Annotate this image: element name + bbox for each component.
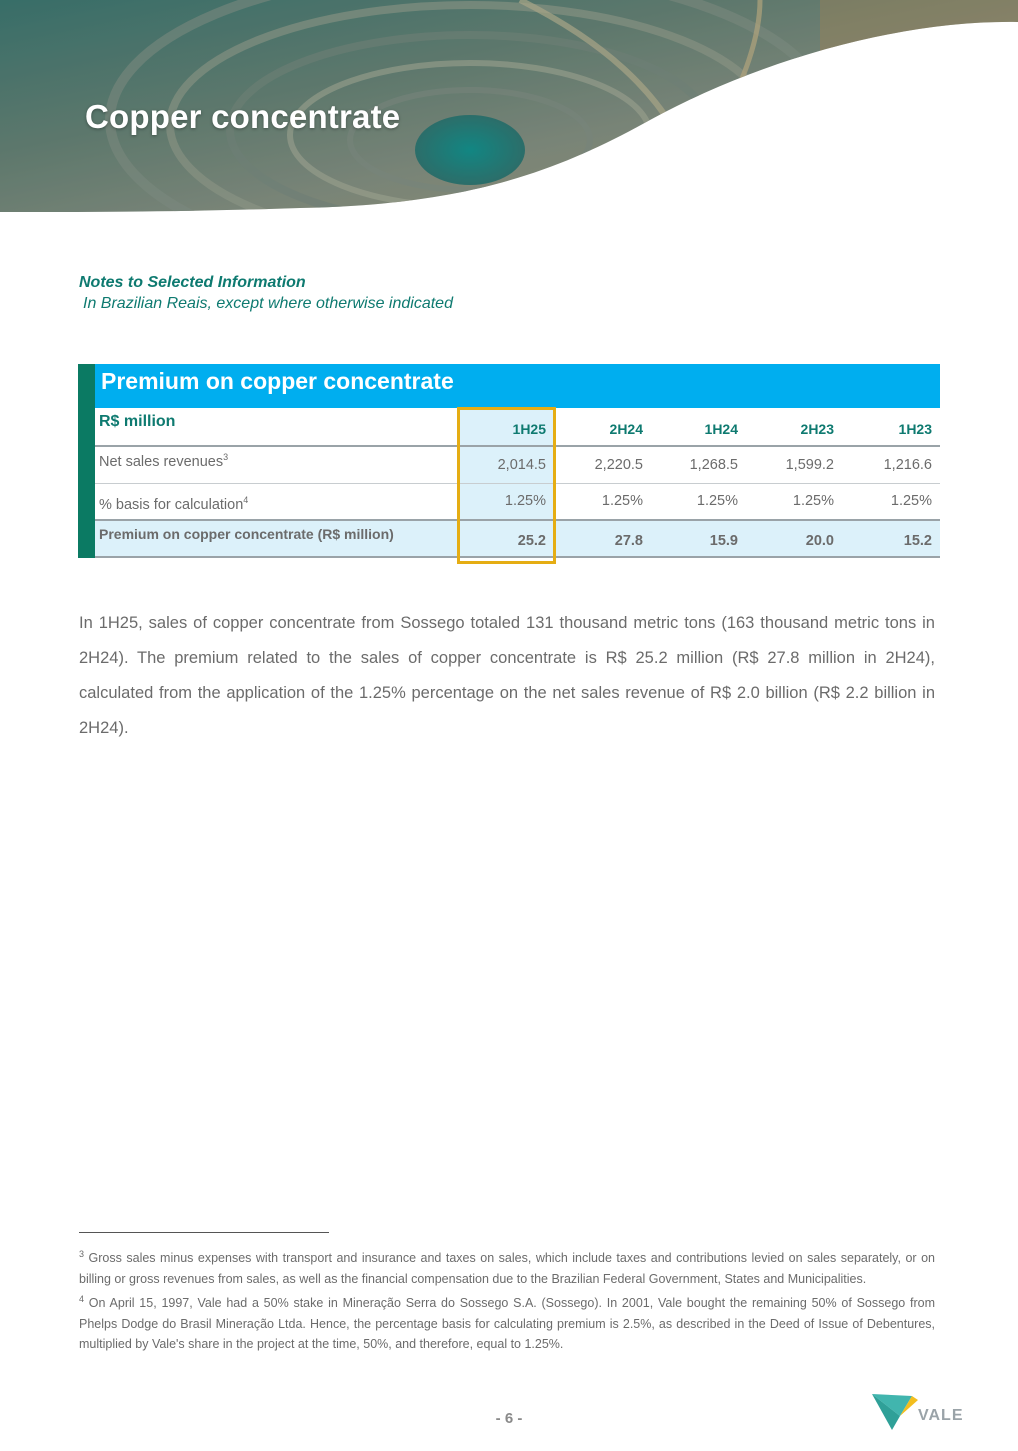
table-row — [95, 446, 940, 483]
table-header-row — [95, 408, 940, 446]
column-header: 1H25 — [457, 408, 554, 446]
footnote-text: On April 15, 1997, Vale had a 50% stake in Mineração Serra do Sossego S.A. (Sossego). In 2001, Vale bought the remaining 50% of Sossego from Phelps Dodge do Brasil Mineração Ltda. Hence, the percentage basis for calculating premium is 2.5%, as described in the Deed of Issue of Debentures, multiplied by Vale's share in the project at the time, 50%, and therefore, equal to 1.25%. — [79, 1296, 935, 1352]
footnote — [79, 1244, 935, 1289]
page-number: - 6 - — [495, 1410, 523, 1427]
row-header-label: R$ million — [99, 413, 176, 430]
table-cell: 1.25% — [890, 493, 932, 510]
table-cell: 1,268.5 — [689, 456, 738, 473]
footnote-mark: 4 — [243, 495, 249, 506]
table-cell: 20.0 — [805, 532, 834, 549]
column-header: 1H23 — [898, 421, 932, 437]
row-label — [95, 483, 457, 520]
vale-logo-text: VALE — [918, 1407, 964, 1424]
table-total-row — [95, 520, 940, 557]
footnote — [79, 1289, 935, 1355]
table-cell: 25.2 — [517, 532, 546, 549]
table-cell: 1.25% — [696, 493, 738, 510]
notes-heading: Notes to Selected Information — [79, 274, 306, 291]
column-header: 2H23 — [800, 421, 834, 437]
table-side-bar — [78, 364, 95, 558]
table-title: Premium on copper concentrate — [101, 368, 454, 394]
table-cell: 1,216.6 — [883, 456, 932, 473]
column-header: 1H24 — [704, 421, 738, 437]
footnote-divider — [79, 1232, 329, 1233]
notes-subheading: In Brazilian Reais, except where otherwise indicated — [83, 295, 453, 312]
premium-table — [95, 408, 940, 558]
table-cell: 27.8 — [614, 532, 643, 549]
row-label-text: Net sales revenues — [99, 453, 224, 470]
header-banner — [0, 0, 1018, 215]
column-header: 2H24 — [609, 421, 643, 437]
row-label-text: Premium on copper concentrate (R$ million) — [99, 526, 394, 542]
table-cell: 1.25% — [601, 493, 643, 510]
premium-table-block — [78, 364, 940, 558]
footnote-text: Gross sales minus expenses with transport and insurance and taxes on sales, which include taxes and contributions levied on sales separately, or on billing or gross revenues from sales, as well as the financial compensation due to the Brazilian Federal Government, States and Municipalities. — [79, 1251, 935, 1286]
table-cell: 1.25% — [792, 493, 834, 510]
footnotes — [79, 1244, 935, 1355]
row-label — [95, 446, 457, 483]
body-paragraph: In 1H25, sales of copper concentrate from Sossego totaled 131 thousand metric tons (163 thousand metric tons in 2H24). The premium related to the sales of copper concentrate is R$ 25.2 million (R$ 27.8 million in 2H24), calculated from the application of the 1.25% percentage on the net sales revenue of R$ 2.0 billion (R$ 2.2 billion in 2H24). — [79, 614, 935, 737]
table-title-bar — [95, 364, 940, 408]
footnote-mark: 4 — [79, 1294, 85, 1305]
table-cell: 2,014.5 — [457, 446, 554, 483]
footnote-mark: 3 — [79, 1249, 85, 1259]
row-label-text: % basis for calculation — [99, 497, 244, 513]
table-cell: 1.25% — [457, 483, 554, 520]
footnote-mark: 3 — [223, 452, 229, 462]
table-cell: 2,220.5 — [594, 456, 643, 473]
table-row — [95, 483, 940, 520]
table-cell: 15.2 — [903, 532, 932, 549]
page-title: Copper concentrate — [85, 98, 401, 135]
table-cell: 15.9 — [709, 532, 738, 549]
table-cell: 1,599.2 — [785, 456, 834, 473]
